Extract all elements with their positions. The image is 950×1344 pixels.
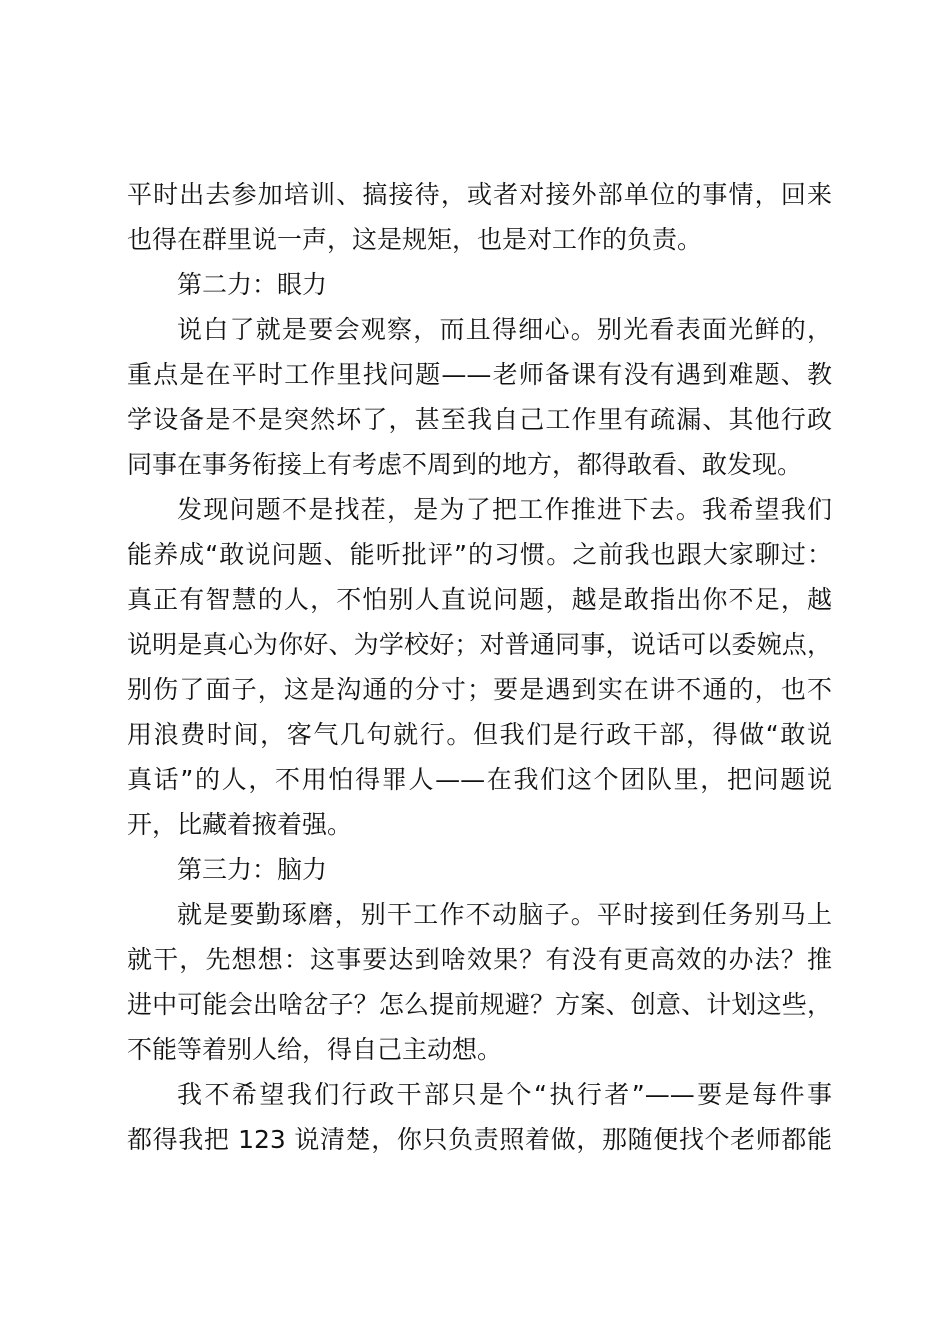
text-line: 进中可能会出啥岔子？怎么提前规避？方案、创意、计划这些， <box>127 990 832 1019</box>
section-heading-eye-power <box>127 262 832 307</box>
text-line: 真话”的人，不用怕得罪人——在我们这个团队里，把问题说 <box>127 765 832 794</box>
text-line: 同事在事务衔接上有考虑不周到的地方，都得敢看、敢发现。 <box>127 450 803 479</box>
text-line: 说白了就是要会观察，而且得细心。别光看表面光鲜的， <box>177 315 832 344</box>
paragraph-4 <box>127 487 832 847</box>
text-line: 就干，先想想：这事要达到啥效果？有没有更高效的办法？推 <box>127 945 832 974</box>
text-line: 别伤了面子，这是沟通的分寸；要是遇到实在讲不通的，也不 <box>127 675 832 704</box>
body-text <box>127 172 832 1162</box>
text-line: 发现问题不是找茬，是为了把工作推进下去。我希望我们 <box>177 495 832 524</box>
paragraph-7 <box>127 1072 832 1162</box>
text-line: 第三力：脑力 <box>177 855 328 884</box>
section-heading-brain-power <box>127 847 832 892</box>
text-line: 能养成“敢说问题、能听批评”的习惯。之前我也跟大家聊过： <box>127 540 832 569</box>
paragraph-1 <box>127 172 832 262</box>
paragraph-3 <box>127 307 832 487</box>
text-line: 都得我把 123 说清楚，你只负责照着做，那随便找个老师都能 <box>127 1125 832 1154</box>
text-line: 重点是在平时工作里找问题——老师备课有没有遇到难题、教 <box>127 360 832 389</box>
paragraph-6 <box>127 892 832 1072</box>
text-line: 真正有智慧的人，不怕别人直说问题，越是敢指出你不足，越 <box>127 585 832 614</box>
text-line: 平时出去参加培训、搞接待，或者对接外部单位的事情，回来 <box>127 180 832 209</box>
text-line: 用浪费时间，客气几句就行。但我们是行政干部，得做“敢说 <box>127 720 832 749</box>
text-line: 我不希望我们行政干部只是个“执行者”——要是每件事 <box>177 1080 832 1109</box>
text-line: 学设备是不是突然坏了，甚至我自己工作里有疏漏、其他行政 <box>127 405 832 434</box>
text-line: 不能等着别人给，得自己主动想。 <box>127 1035 503 1064</box>
text-line: 第二力：眼力 <box>177 270 328 299</box>
text-line: 开，比藏着掖着强。 <box>127 810 353 839</box>
text-line: 说明是真心为你好、为学校好；对普通同事，说话可以委婉点， <box>127 630 832 659</box>
text-line: 也得在群里说一声，这是规矩，也是对工作的负责。 <box>127 225 703 254</box>
text-line: 就是要勤琢磨，别干工作不动脑子。平时接到任务别马上 <box>177 900 832 929</box>
